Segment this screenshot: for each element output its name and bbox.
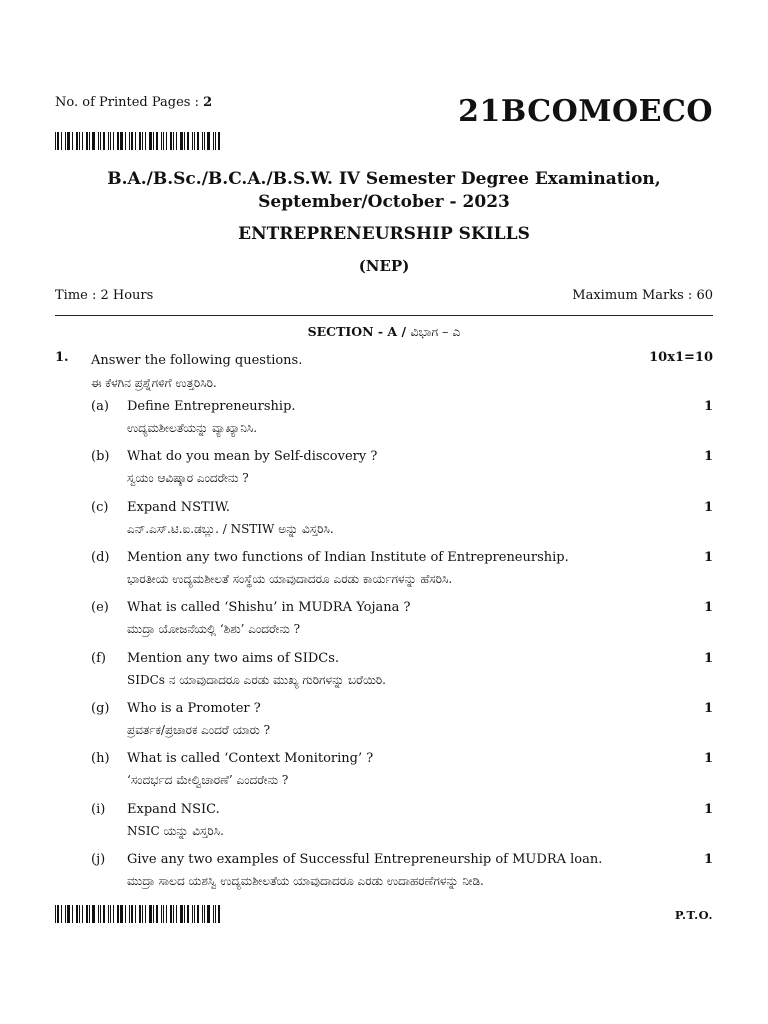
barcode-bar [187,905,189,923]
section-heading [0,324,768,340]
barcode-bar [72,905,73,923]
sub-question-marks: 1 [703,802,713,817]
barcode-bar [135,132,136,150]
exam-title [0,168,768,214]
barcode-bar [103,132,105,150]
barcode-bar [120,132,123,150]
sub-question-label: (e) [91,600,109,615]
question-text-kannada: ಈ ಕೆಳಗಿನ ಪ್ರಶ್ನೆಗಳಿಗೆ ಉತ್ತರಿಸಿರಿ. [91,376,217,390]
sub-question [0,500,768,546]
sub-question-english: Give any two examples of Successful Entrepreneurship of MUDRA loan. [127,852,603,867]
barcode-bar [173,132,174,150]
barcode-bar [204,905,205,923]
barcode-bar [79,905,80,923]
barcode-bar [98,905,99,923]
sub-question-label: (a) [91,399,109,414]
barcode-bar [113,132,114,150]
barcode-bar [166,905,167,923]
sub-question-marks: 1 [703,449,713,464]
barcode-bar [117,132,119,150]
barcode-bar [184,132,185,150]
barcode-bar [55,905,56,923]
paper-code: 21BCOMOECO [458,94,713,129]
barcode-bar [215,905,216,923]
barcode-bar [194,905,195,923]
barcode-bar [100,905,101,923]
barcode-bar [149,905,152,923]
sub-question-marks: 1 [703,550,713,565]
sub-question-english: Expand NSIC. [127,802,220,817]
barcode-bar [218,905,220,923]
barcode-bar [76,132,78,150]
sub-question-kannada: ಸ್ವಯಂ ಆವಿಷ್ಕಾರ ಎಂದರೇನು ? [127,471,249,485]
sub-question-english: Who is a Promoter ? [127,701,261,716]
barcode-bar [153,132,154,150]
sub-question-kannada: ಮುದ್ರಾ ಸಾಲದ ಯಶಸ್ವಿ ಉದ್ಯಮಶೀಲತೆಯ ಯಾವುದಾದರೂ ಎರಡು ಉದಾಹರಣೆಗಳನ್ನು ನೀಡಿ. [127,874,484,888]
barcode-bar [92,132,95,150]
barcode-bar [192,132,193,150]
sub-question-label: (g) [91,701,110,716]
barcode-bar [142,132,143,150]
barcode-bar [67,905,70,923]
sub-question-label: (j) [91,852,106,867]
sub-question-label: (i) [91,802,106,817]
question-number: 1. [55,350,69,365]
barcode-bar [180,905,183,923]
sub-question-label: (d) [91,550,110,565]
barcode-bar [170,905,172,923]
question-text [91,350,302,394]
barcode-bar [161,905,162,923]
sub-question [0,751,768,797]
sub-question-marks: 1 [703,399,713,414]
barcode-bar [163,132,164,150]
barcode-bar [117,905,119,923]
barcode-bar [187,132,189,150]
barcode-bar [108,132,109,150]
barcode-bar [131,905,133,923]
please-turn-over: P.T.O. [674,908,713,922]
barcode-bar [194,132,195,150]
barcode-bar [139,132,141,150]
barcode-bar [156,132,158,150]
barcode-bar [98,132,99,150]
sub-question-marks: 1 [703,651,713,666]
barcode-bar [197,132,199,150]
header-divider [55,315,713,316]
sub-question [0,399,768,445]
time-allowed: Time : 2 Hours [55,288,154,303]
sub-question-english: Expand NSTIW. [127,500,231,515]
barcode-bar [213,905,214,923]
barcode-bar [113,905,114,923]
barcode-bar [125,132,126,150]
sub-question-english: What do you mean by Self-discovery ? [127,449,378,464]
barcode-bar [163,905,164,923]
barcode-bar [218,132,220,150]
barcode-bar [207,132,210,150]
barcode-bar [108,905,109,923]
sub-question [0,550,768,596]
barcode-bar [89,905,90,923]
barcode-bar [145,905,146,923]
barcode-bar [156,905,158,923]
sub-question-kannada: ಪ್ರವರ್ತಕ/ಪ್ರಚಾರಕ ಎಂದರೆ ಯಾರು ? [127,723,271,737]
question-text-english: Answer the following questions. [91,353,303,368]
sub-question [0,852,768,898]
barcode-bar [86,905,88,923]
barcode-bar [100,132,101,150]
barcode-bar [129,132,130,150]
barcode-bar [213,132,214,150]
barcode-bar [89,132,90,150]
sub-question-english: Define Entrepreneurship. [127,399,296,414]
barcode-bar [120,905,123,923]
question-marks: 10x1=10 [649,350,713,365]
exam-title-line1: B.A./B.Sc./B.C.A./B.S.W. IV Semester Degree Examination, [107,169,661,189]
sub-question [0,600,768,646]
sub-question-marks: 1 [703,500,713,515]
barcode-bar [57,132,59,150]
barcode-bar [65,905,66,923]
barcode-bar [139,905,141,923]
barcode-bar [55,132,56,150]
barcode-bar [173,905,174,923]
sub-question-kannada: ಭಾರತೀಯ ಉದ್ಯಮಶೀಲತೆ ಸಂಸ್ಥೆಯ ಯಾವುದಾದರೂ ಎರಡು ಕಾರ್ಯಗಳನ್ನು ಹೆಸರಿಸಿ. [127,572,453,586]
scheme-label: (NEP) [358,257,410,275]
sub-question-label: (h) [91,751,110,766]
barcode-bar [65,132,66,150]
barcode-bar [86,132,88,150]
barcode-bar [176,905,177,923]
barcode-bar [82,132,83,150]
sub-question [0,802,768,848]
barcode-bar [202,132,203,150]
sub-question-kannada: ಉದ್ಯಮಶೀಲತೆಯನ್ನು ವ್ಯಾಖ್ಯಾನಿಸಿ. [127,421,258,435]
barcode-bar [166,132,167,150]
barcode-bar [103,905,105,923]
sub-question-marks: 1 [703,852,713,867]
sub-question-english: Mention any two aims of SIDCs. [127,651,340,666]
subject-title: ENTREPRENEURSHIP SKILLS [238,224,530,244]
barcode-bar [176,132,177,150]
barcode-bar [145,132,146,150]
sub-question-label: (c) [91,500,109,515]
sub-question-marks: 1 [703,701,713,716]
section-title: SECTION - A / [307,324,411,339]
sub-question-english: What is called ‘Shishu’ in MUDRA Yojana ? [127,600,411,615]
printed-pages [55,95,212,110]
maximum-marks: Maximum Marks : 60 [572,288,713,303]
barcode-bar [215,132,216,150]
barcode-bar [82,905,83,923]
sub-question [0,449,768,495]
barcode-bar [153,905,154,923]
sub-question-english: Mention any two functions of Indian Institute of Entrepreneurship. [127,550,569,565]
barcode-bar [192,905,193,923]
barcode-bar [110,132,111,150]
sub-question-kannada: ಮುದ್ರಾ ಯೋಜನೆಯಲ್ಲಿ ‘ಶಿಶು’ ಎಂದರೇನು ? [127,622,301,636]
barcode-bar [197,905,199,923]
barcode-bar [202,905,203,923]
sub-question-kannada: ಎನ್.ಎಸ್.ಟಿ.ಐ.ಡಬ್ಲು. / NSTIW ಅನ್ನು ವಿಸ್ತರಿಸಿ. [127,522,334,536]
barcode-bar [135,905,136,923]
barcode-bar [207,905,210,923]
sub-question-english: What is called ‘Context Monitoring’ ? [127,751,374,766]
barcode-bottom [55,905,223,923]
barcode-bar [72,132,73,150]
sub-question [0,701,768,747]
barcode-bar [92,905,95,923]
section-title-kannada: ವಿಭಾಗ – ಎ [410,324,461,339]
sub-question-label: (f) [91,651,106,666]
barcode-bar [61,132,62,150]
barcode-bar [142,905,143,923]
printed-pages-label: No. of Printed Pages : [55,95,204,110]
sub-question-marks: 1 [703,600,713,615]
sub-question [0,651,768,697]
barcode-bar [204,132,205,150]
sub-question-marks: 1 [703,751,713,766]
barcode-bar [67,132,70,150]
sub-question-kannada: NSIC ಯನ್ನು ವಿಸ್ತರಿಸಿ. [127,824,224,838]
sub-question-kannada: SIDCs ನ ಯಾವುದಾದರೂ ಎರಡು ಮುಖ್ಯ ಗುರಿಗಳನ್ನು ಬರೆಯಿರಿ. [127,673,386,687]
barcode-bar [61,905,62,923]
barcode-bar [184,905,185,923]
sub-question-label: (b) [91,449,110,464]
barcode-bar [131,132,133,150]
barcode-bar [170,132,172,150]
sub-question-kannada: ‘ಸಂದರ್ಭದ ಮೇಲ್ವಿಚಾರಣೆ’ ಎಂದರೇನು ? [127,773,289,787]
barcode-bar [149,132,152,150]
barcode-bar [180,132,183,150]
barcode-bar [129,905,130,923]
barcode-bar [79,132,80,150]
barcode-bar [125,905,126,923]
barcode-bar [57,905,59,923]
printed-pages-value: 2 [203,95,213,110]
barcode-bar [110,905,111,923]
exam-title-line2: September/October - 2023 [258,192,510,212]
barcode-bar [76,905,78,923]
barcode-top [55,132,223,150]
barcode-bar [161,132,162,150]
